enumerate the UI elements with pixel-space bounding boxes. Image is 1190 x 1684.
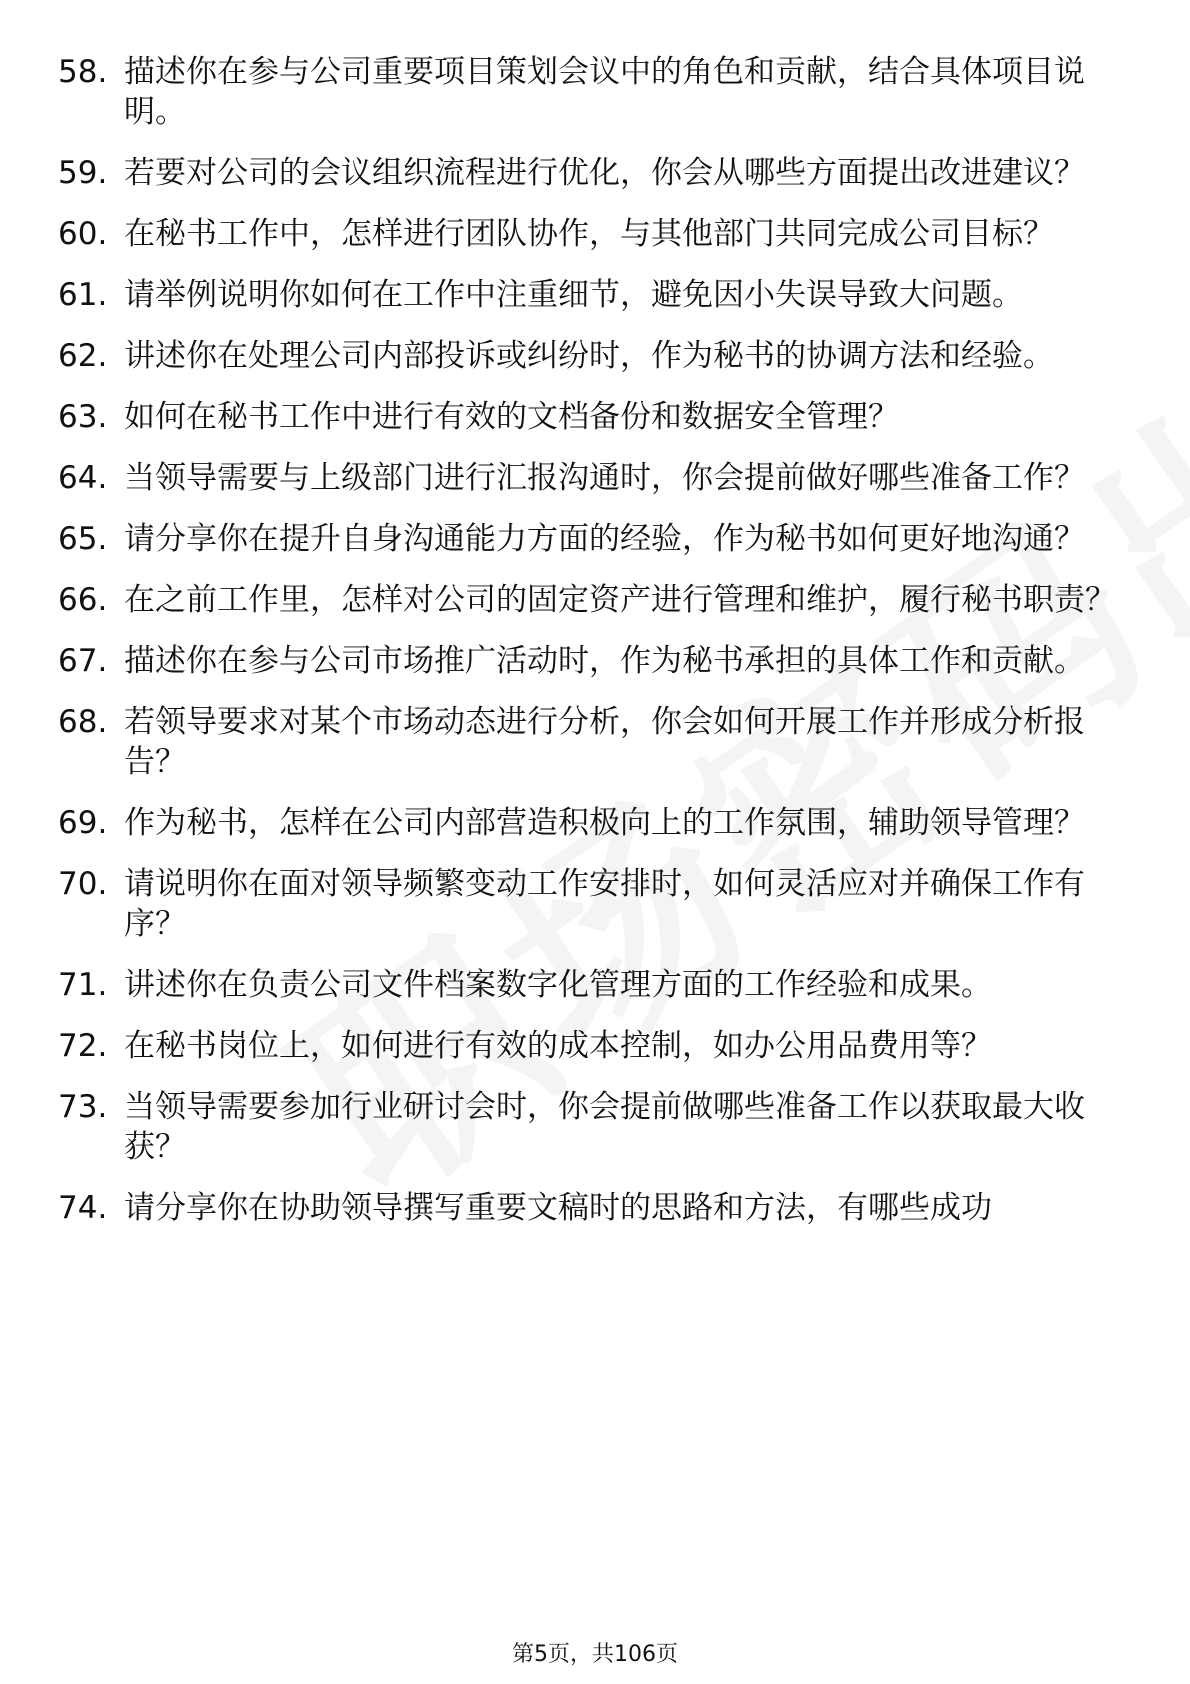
question-number: 58. — [58, 54, 108, 90]
question-item — [58, 702, 1118, 782]
question-item — [58, 336, 1118, 376]
question-text: 若领导要求对某个市场动态进行分析，你会如何开展工作并形成分析报告？ — [124, 704, 1085, 780]
question-item — [58, 965, 1118, 1005]
question-text: 作为秘书，怎样在公司内部营造积极向上的工作氛围，辅助领导管理？ — [124, 805, 1085, 841]
question-item — [58, 153, 1118, 193]
question-number: 59. — [58, 155, 108, 191]
question-item — [58, 1188, 1118, 1228]
page-number-footer: 第5页，共106页 — [512, 1642, 678, 1667]
question-text: 请分享你在提升自身沟通能力方面的经验，作为秘书如何更好地沟通？ — [124, 521, 1085, 557]
question-number: 61. — [58, 277, 108, 313]
question-text: 若要对公司的会议组织流程进行优化，你会从哪些方面提出改进建议？ — [124, 155, 1085, 191]
question-text: 讲述你在负责公司文件档案数字化管理方面的工作经验和成果。 — [124, 967, 992, 1003]
question-item — [58, 580, 1118, 620]
question-text: 在秘书工作中，怎样进行团队协作，与其他部门共同完成公司目标？ — [124, 216, 1054, 252]
question-text: 请说明你在面对领导频繁变动工作安排时，如何灵活应对并确保工作有序？ — [124, 866, 1085, 942]
question-text: 在秘书岗位上，如何进行有效的成本控制，如办公用品费用等？ — [124, 1028, 992, 1064]
question-text: 描述你在参与公司市场推广活动时，作为秘书承担的具体工作和贡献。 — [124, 643, 1085, 679]
question-list — [58, 52, 1118, 1249]
question-text: 当领导需要参加行业研讨会时，你会提前做哪些准备工作以获取最大收获？ — [124, 1089, 1085, 1165]
question-number: 60. — [58, 216, 108, 252]
question-text: 请举例说明你如何在工作中注重细节，避免因小失误导致大问题。 — [124, 277, 1023, 313]
question-number: 64. — [58, 460, 108, 496]
question-number: 65. — [58, 521, 108, 557]
question-number: 69. — [58, 805, 108, 841]
question-number: 66. — [58, 582, 108, 618]
question-number: 71. — [58, 967, 108, 1003]
question-item — [58, 1087, 1118, 1167]
question-number: 73. — [58, 1089, 108, 1125]
question-number: 62. — [58, 338, 108, 374]
question-text: 在之前工作里，怎样对公司的固定资产进行管理和维护，履行秘书职责？ — [124, 582, 1116, 618]
question-number: 67. — [58, 643, 108, 679]
question-text: 描述你在参与公司重要项目策划会议中的角色和贡献，结合具体项目说明。 — [124, 54, 1085, 130]
question-item — [58, 214, 1118, 254]
question-item — [58, 641, 1118, 681]
question-item — [58, 803, 1118, 843]
question-text: 当领导需要与上级部门进行汇报沟通时，你会提前做好哪些准备工作？ — [124, 460, 1085, 496]
question-text: 如何在秘书工作中进行有效的文档备份和数据安全管理？ — [124, 399, 899, 435]
question-item — [58, 519, 1118, 559]
question-text: 讲述你在处理公司内部投诉或纠纷时，作为秘书的协调方法和经验。 — [124, 338, 1054, 374]
question-number: 63. — [58, 399, 108, 435]
question-item — [58, 864, 1118, 944]
question-item — [58, 458, 1118, 498]
question-number: 72. — [58, 1028, 108, 1064]
question-item — [58, 275, 1118, 315]
question-number: 70. — [58, 866, 108, 902]
question-text: 请分享你在协助领导撰写重要文稿时的思路和方法，有哪些成功 — [124, 1190, 992, 1226]
question-item — [58, 397, 1118, 437]
question-number: 68. — [58, 704, 108, 740]
question-item — [58, 52, 1118, 132]
question-item — [58, 1026, 1118, 1066]
question-number: 74. — [58, 1190, 108, 1226]
